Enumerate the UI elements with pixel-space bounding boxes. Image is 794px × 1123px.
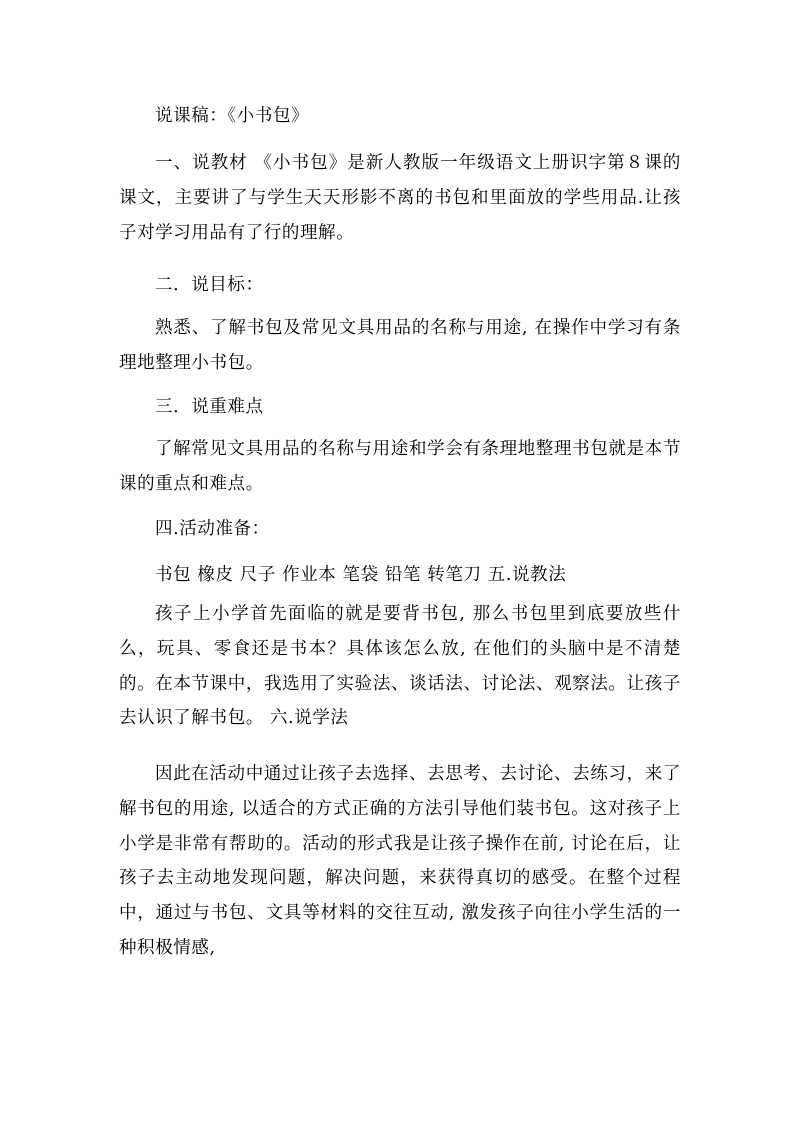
document-title: 说课稿：《小书包》 <box>155 106 310 126</box>
section-teaching-method-body: 孩子上小学首先面临的就是要背书包, 那么书包里到底要放些什么，玩具、零食还是书本？具体该怎么放, 在他们的头脑中是不清楚的。在本节课中，我选用了实验法、谈话法、讨论法、观察法。让孩子去认识了解书包。 六.说学法 <box>119 604 681 729</box>
section-key-points-body: 了解常见文具用品的名称与用途和学会有条理地整理书包就是本节课的重点和难点。 <box>119 439 681 494</box>
section-objectives-heading: 二．说目标： <box>155 275 264 295</box>
section-learning-method-body: 因此在活动中通过让孩子去选择、去思考、去讨论、去练习，来了解书包的用途, 以适合的方式正确的方法引导他们装书包。这对孩子上小学是非常有帮助的。活动的形式我是让孩子操作在前, 讨论在后，让孩子去主动地发现问题，解决问题，来获得真切的感受。在整个过程中，通过与书包、文具等材料的交往互动, 激发孩子向往小学生活的一种积极情感, <box>119 764 681 958</box>
section-key-points-heading: 三．说重难点 <box>155 397 264 417</box>
section-preparation-heading: 四.活动准备： <box>155 519 270 539</box>
section-preparation-list: 书包 橡皮 尺子 作业本 笔袋 铅笔 转笔刀 五.说教法 <box>155 565 567 585</box>
section-teaching-material: 一、说教材 《小书包》是新人教版一年级语文上册识字第８课的课文，主要讲了与学生天天形影不离的书包和里面放的学些用品.让孩子对学习用品有了行的理解。 <box>119 153 681 243</box>
section-objectives-body: 熟悉、了解书包及常见文具用品的名称与用途, 在操作中学习有条理地整理小书包。 <box>119 318 681 373</box>
